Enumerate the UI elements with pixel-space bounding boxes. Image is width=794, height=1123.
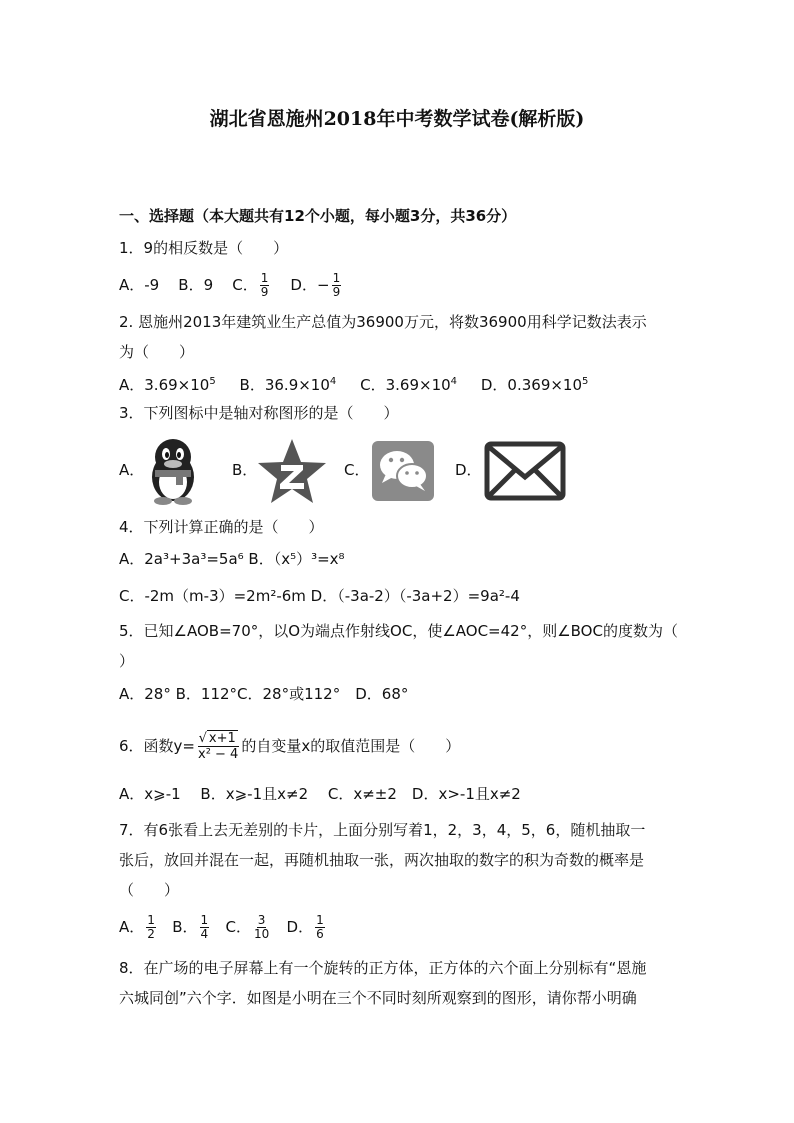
question-7-line2: 张后，放回并混在一起，再随机抽取一张，两次抽取的数字的积为奇数的概率是: [119, 851, 645, 869]
z-star-icon: [256, 437, 328, 509]
envelope-icon: [484, 441, 566, 505]
question-7-line3: （ ）: [119, 881, 180, 899]
q3-option-d-label: D．: [455, 461, 482, 479]
question-7-line1: 7．有6张看上去无差别的卡片，上面分别写着1，2，3，4，5，6，随机抽取一: [119, 821, 646, 839]
question-1-options: A．-9 B．9 C． $\frac{1}{9}$ D．− $\frac{1}{9}$: [119, 271, 341, 299]
question-3-stem: 3．下列图标中是轴对称图形的是（ ）: [119, 404, 399, 422]
q1-option-c-label: C．: [232, 276, 258, 294]
chat-bubbles-icon: [372, 441, 434, 505]
question-4-options-line2: C．-2m（m-3）=2m²-6m D．（-3a-2）（-3a+2）=9a²-4: [119, 587, 520, 605]
q1-option-c-fraction: $\frac{1}{9}$: [260, 271, 269, 299]
question-2-options: A．$3.69\times 10^5$ B．$36.9\times 10^4$ C．$3.69\times 10^4$ D．$0.369\times 10^5$: [119, 376, 589, 394]
question-5-line2: ）: [119, 652, 135, 670]
section-heading: 一、选择题（本大题共有12个小题，每小题3分，共36分）: [119, 207, 517, 225]
q1-option-a: A．-9: [119, 276, 160, 294]
q1-option-b: B．9: [178, 276, 214, 294]
question-4-stem: 4．下列计算正确的是（ ）: [119, 518, 324, 536]
question-8-line1: 8．在广场的电子屏幕上有一个旋转的正方体，正方体的六个面上分别标有“恩施: [119, 959, 647, 977]
question-7-options: A． $\frac{1}{2}$ B． $\frac{1}{4}$ C． $\frac{3}{10}$ D． $\frac{1}{6}$: [119, 913, 324, 941]
q3-option-a-label: A．: [119, 461, 145, 479]
question-8-line2: 六城同创”六个字．如图是小明在三个不同时刻所观察到的图形，请你帮小明确: [119, 989, 637, 1007]
page-title: 湖北省恩施州2018年中考数学试卷(解析版): [209, 108, 585, 130]
q6-function-fraction: $\frac{√ x+1}{\text{x² − 4}}$: [198, 731, 239, 762]
q3-option-c-label: C．: [344, 461, 370, 479]
question-2-line2: 为（ ）: [119, 343, 195, 361]
question-2-line1: 2. 恩施州2013年建筑业生产总值为36900万元，将数36900用科学记数法表示: [119, 313, 647, 331]
question-4-options-line1: A．2a³+3a³=5a⁶ B．（x⁵）³=x⁸: [119, 550, 345, 568]
penguin-icon: [142, 437, 204, 509]
q1-option-d-label: D．: [290, 276, 317, 294]
question-6-stem: 6．函数y= $\frac{√ x+1}{\text{x² − 4}}$ 的自变量x的取值范围是（ ）: [119, 731, 461, 762]
q1-option-d-fraction: $\frac{1}{9}$: [332, 271, 341, 299]
question-6-options: A．x⩾-1 B．x⩾-1且x≠2 C．x≠±2 D．x>-1且x≠2: [119, 785, 521, 803]
question-1-stem: 1．9的相反数是（ ）: [119, 239, 289, 257]
question-5-options: A．28° B．112°C．28°或112° D．68°: [119, 685, 409, 703]
question-5-line1: 5．已知∠AOB=70°，以O为端点作射线OC，使∠AOC=42°，则∠BOC的度数为（: [119, 622, 678, 640]
q3-option-b-label: B．: [232, 461, 258, 479]
